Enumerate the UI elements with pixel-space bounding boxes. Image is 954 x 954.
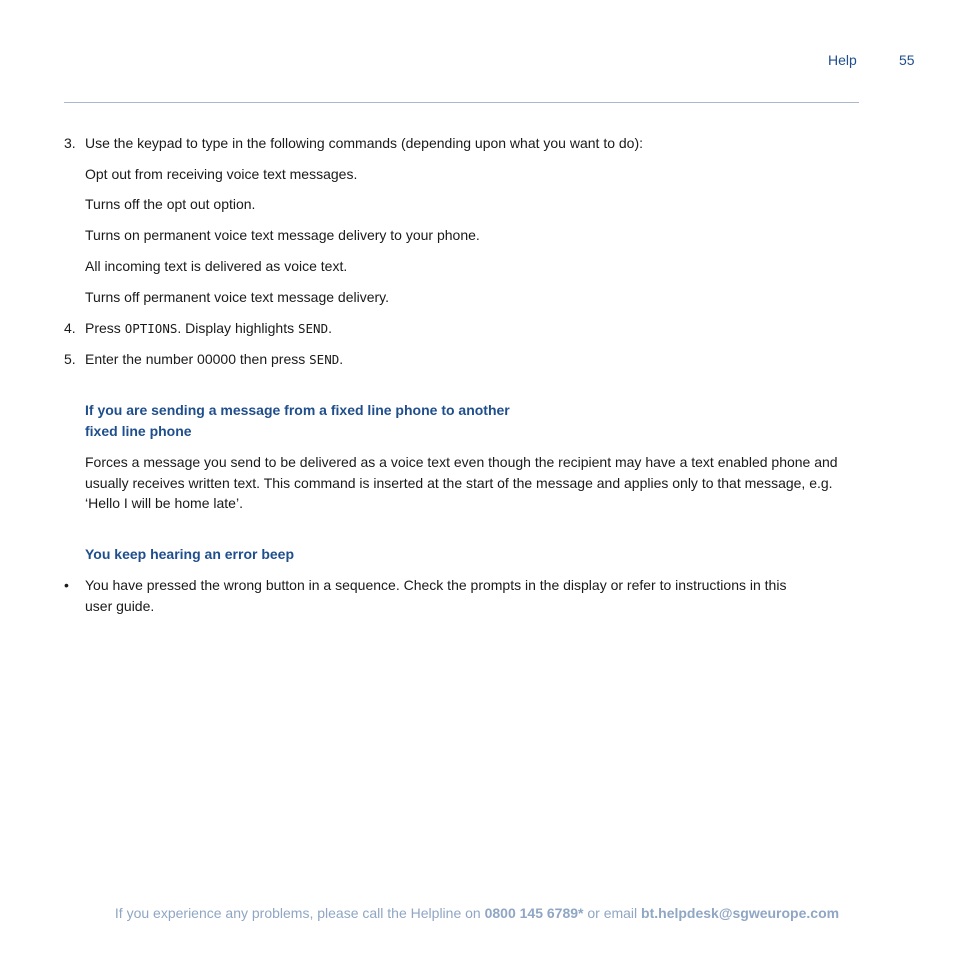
section-heading-line: fixed line phone (85, 423, 192, 439)
page-number: 55 (899, 52, 915, 68)
command-description: Turns off the opt out option. (85, 196, 256, 212)
running-header-section: Help (828, 52, 857, 68)
step-number: 4. (64, 320, 76, 336)
header-divider (64, 102, 859, 103)
step-text (85, 318, 332, 339)
command-description: Turns off permanent voice text message delivery. (85, 289, 389, 305)
section-heading-line: If you are sending a message from a fixed line phone to another (85, 402, 510, 418)
helpdesk-email: bt.helpdesk@sgweurope.com (641, 905, 840, 921)
bullet-text: You have pressed the wrong button in a sequence. Check the prompts in the display or refer to instructions in this user guide. (85, 577, 787, 614)
section-heading: You keep hearing an error beep (85, 546, 295, 562)
footer-text: If you experience any problems, please call the Helpline on (114, 905, 485, 921)
display-key-send: SEND (309, 352, 340, 367)
command-description: Opt out from receiving voice text messages. (85, 166, 358, 182)
step-text-part: . Display highlights (177, 320, 298, 336)
section-heading (85, 400, 510, 442)
bullet: • (64, 577, 69, 593)
step-text-part: Press (85, 320, 125, 336)
helpline-phone: 0800 145 6789* (484, 905, 584, 921)
step-text-part: . (339, 351, 344, 367)
section-body: Forces a message you send to be delivered as a voice text even though the recipient may have a text enabled phone and usually receives written text. This command is inserted at the start of the message and applies only to that message, e.g. ‘Hello I will be home late’. (85, 454, 838, 511)
step-text-part: . (328, 320, 332, 336)
command-description: All incoming text is delivered as voice text. (85, 258, 348, 274)
display-key-send: SEND (298, 321, 329, 336)
step-text-part: Enter the number 00000 then press (85, 351, 310, 367)
step-number: 3. (64, 135, 76, 151)
footer-text: or email (583, 905, 642, 921)
command-description: Turns on permanent voice text message delivery to your phone. (85, 227, 480, 243)
display-key-options: OPTIONS (124, 321, 178, 336)
helpline-footer (0, 905, 954, 921)
step-text (85, 349, 343, 370)
step-text: Use the keypad to type in the following commands (depending upon what you want to do): (85, 135, 644, 151)
step-number: 5. (64, 351, 76, 367)
